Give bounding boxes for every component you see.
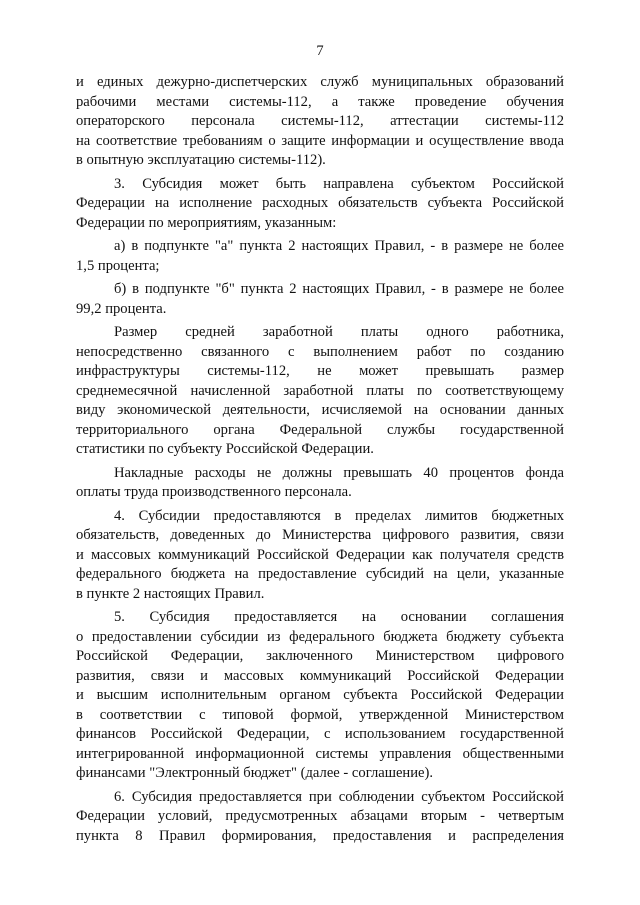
text-line: 6. Субсидия предоставляется при соблюдении субъектом Российской [114, 788, 564, 805]
text-line: операторского персонала системы-112, аттестации системы-112 [76, 113, 564, 129]
text-line: 1,5 процента; [76, 257, 160, 274]
text-line: интегрированной информационной системы управления общественными [76, 745, 564, 762]
text-line: 99,2 процента. [76, 300, 167, 317]
text-line: финансов Российской Федерации, с использованием государственной [76, 726, 564, 742]
text-line: 4. Субсидии предоставляются в пределах лимитов бюджетных [114, 507, 564, 524]
text-line: и единых дежурно-диспетчерских служб муниципальных образований [76, 74, 564, 90]
text-line: статистики по субъекту Российской Федерации. [76, 441, 374, 457]
text-line: в пункте 2 настоящих Правил. [76, 585, 265, 602]
text-line: непосредственно связанного с выполнением работ по созданию [76, 343, 564, 360]
text-line: 5. Субсидия предоставляется на основании соглашения [114, 609, 564, 625]
text-line: финансами "Электронный бюджет" (далее - соглашение). [76, 765, 434, 781]
text-line: на соответствие требованиям о защите информации и осуществление ввода [76, 132, 564, 149]
text-line: в соответствии с типовой формой, утвержденной Министерством [76, 706, 564, 723]
text-line: и массовых коммуникаций Российской Федерации как получателя средств [76, 546, 564, 563]
text-line: Накладные расходы не должны превышать 40 процентов фонда [114, 464, 564, 481]
text-line: развития, связи и массовых коммуникаций Российской Федерации [76, 667, 564, 684]
text-line: Федерации условий, предусмотренных абзацами вторым - четвертым [76, 808, 564, 824]
text-line: обязательств, доведенных до Министерства цифрового развития, связи [76, 527, 564, 543]
text-line: оплаты труда производственного персонала. [76, 484, 352, 500]
page-number: 7 [316, 43, 324, 59]
text-line: виду экономической деятельности, исчисляемой на основании данных [76, 402, 564, 418]
text-line: федерального бюджета на предоставление субсидий на цели, указанные [76, 566, 564, 582]
text-line: Федерации по мероприятиям, указанным: [76, 214, 337, 231]
text-line: рабочими местами системы-112, а также проведение обучения [76, 93, 564, 110]
text-line: Федерации на исполнение расходных обязательств субъекта Российской [76, 195, 564, 211]
text-line: среднемесячной начисленной заработной платы по соответствующему [76, 382, 564, 399]
document-body [76, 73, 564, 846]
text-line: о предоставлении субсидии из федерального бюджета бюджету субъекта [76, 628, 564, 645]
text-line: инфраструктуры системы-112, не может превышать размер [76, 363, 564, 379]
text-line: б) в подпункте "б" пункта 2 настоящих Правил, - в размере не более [114, 281, 564, 297]
text-line: 3. Субсидия может быть направлена субъектом Российской [114, 175, 564, 192]
text-line: и высшим исполнительным органом субъекта Российской Федерации [76, 687, 564, 703]
text-line: Размер средней заработной платы одного работника, [114, 324, 564, 340]
text-line: в опытную эксплуатацию системы-112). [76, 152, 326, 168]
text-line: а) в подпункте "а" пункта 2 настоящих Правил, - в размере не более [114, 238, 564, 254]
text-line: Российской Федерации, заключенного Министерством цифрового [76, 648, 564, 664]
text-line: территориального органа Федеральной службы государственной [76, 421, 564, 438]
text-line: пункта 8 Правил формирования, предоставления и распределения [76, 827, 564, 844]
